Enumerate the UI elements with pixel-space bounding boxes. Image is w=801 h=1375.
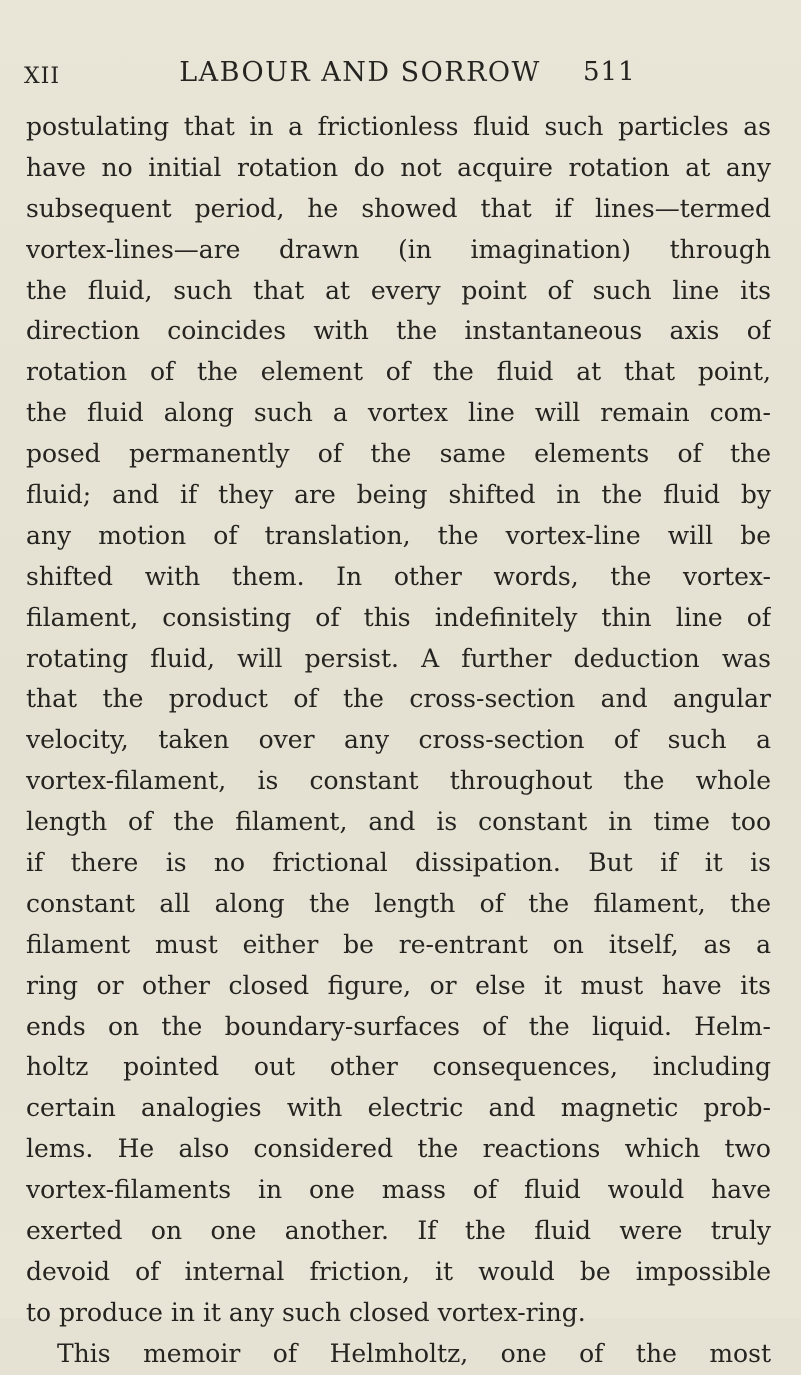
- text-line: constant all along the length of the filament, the: [26, 888, 771, 918]
- text-line: filament must either be re-entrant on itself, as a: [26, 929, 771, 959]
- page-number: 511: [583, 57, 636, 87]
- text-line: if there is no frictional dissipation. But if it is: [26, 848, 771, 878]
- text-line: the fluid, such that at every point of such line its: [26, 275, 771, 305]
- text-line: shifted with them. In other words, the vortex-: [26, 561, 771, 591]
- text-line: devoid of internal friction, it would be impossible: [26, 1256, 771, 1286]
- text-line: subsequent period, he showed that if lines—termed: [26, 193, 771, 223]
- text-line: vortex-filaments in one mass of fluid would have: [26, 1175, 771, 1205]
- text-line: have no initial rotation do not acquire rotation at any: [26, 152, 771, 182]
- body-text: [26, 107, 771, 1375]
- text-line: velocity, taken over any cross-section of such a: [26, 725, 771, 755]
- text-line: the fluid along such a vortex line will remain com-: [26, 398, 771, 428]
- text-line: to produce in it any such closed vortex-ring.: [26, 1297, 586, 1327]
- text-line: ends on the boundary-surfaces of the liquid. Helm-: [26, 1011, 771, 1041]
- text-line: holtz pointed out other consequences, including: [26, 1052, 771, 1082]
- running-title: LABOUR AND SORROW: [179, 57, 541, 88]
- text-line: fluid; and if they are being shifted in the fluid by: [26, 480, 771, 510]
- text-line: any motion of translation, the vortex-line will be: [26, 520, 771, 550]
- text-line: length of the filament, and is constant in time too: [26, 807, 771, 837]
- text-line-new-paragraph: This memoir of Helmholtz, one of the most: [57, 1338, 771, 1368]
- text-line: that the product of the cross-section and angular: [26, 684, 771, 714]
- text-line: ring or other closed figure, or else it must have its: [26, 970, 771, 1000]
- text-line: certain analogies with electric and magnetic prob-: [26, 1093, 771, 1123]
- text-line: lems. He also considered the reactions which two: [26, 1134, 771, 1164]
- text-line: posed permanently of the same elements of the: [26, 439, 771, 469]
- text-line: vortex-lines—are drawn (in imagination) through: [26, 234, 771, 264]
- text-line: vortex-filament, is constant throughout the whole: [26, 766, 771, 796]
- text-line: direction coincides with the instantaneous axis of: [26, 316, 771, 346]
- running-head: [0, 54, 801, 104]
- text-line: rotation of the element of the fluid at that point,: [26, 357, 771, 387]
- text-line: exerted on one another. If the fluid were truly: [26, 1216, 771, 1246]
- chapter-number: XII: [24, 64, 61, 89]
- text-line: postulating that in a frictionless fluid such particles as: [26, 112, 771, 141]
- text-line: filament, consisting of this indefinitely thin line of: [26, 602, 771, 632]
- text-line: rotating fluid, will persist. A further deduction was: [26, 643, 771, 673]
